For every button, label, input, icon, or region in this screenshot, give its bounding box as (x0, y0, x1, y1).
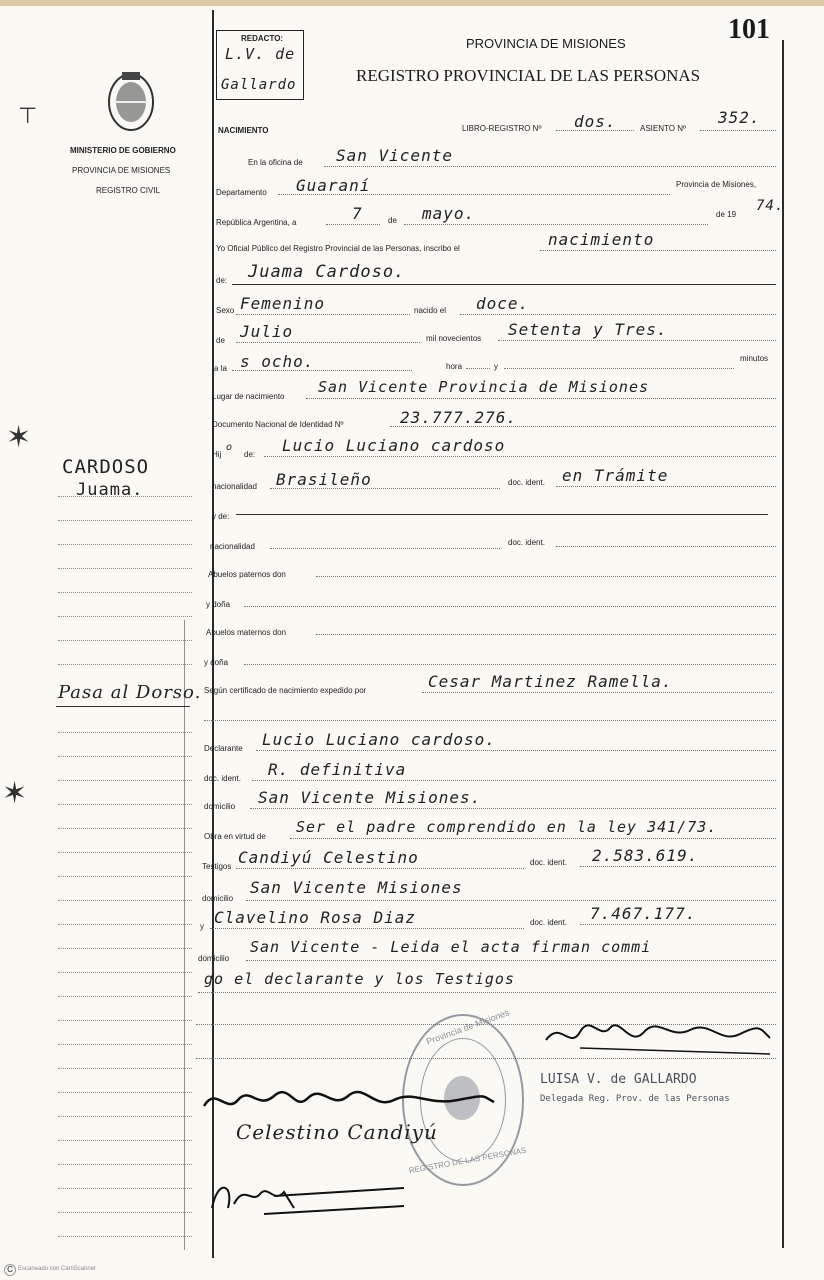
de-label: de (388, 216, 397, 225)
sidebar-surname: CARDOSO (62, 456, 150, 478)
redacto-label: REDACTO: (241, 34, 284, 43)
libro-line (556, 130, 634, 131)
sidebar-given-name: Juama. (76, 480, 144, 500)
doc-testigo2-line (580, 924, 776, 925)
sidebar-note: Pasa al Dorso. (58, 682, 202, 703)
doc-ident-label: doc. ident. (508, 478, 545, 487)
sidebar-line (58, 544, 192, 545)
continuation-line (198, 992, 776, 993)
hijo-o-value: o (226, 442, 234, 453)
y-dona2-label: y doña (204, 658, 229, 667)
sexo-line (236, 314, 410, 315)
sidebar-line (58, 852, 192, 853)
sidebar-line (58, 780, 192, 781)
nacido-label: nacido el (414, 306, 447, 315)
departamento-label: Departamento (216, 188, 267, 197)
dia-line (326, 224, 380, 225)
doc-padre-value: en Trámite (562, 466, 669, 485)
hora-line1 (232, 370, 412, 371)
sidebar-line (58, 732, 192, 733)
obra-label: Obra en virtud de (204, 832, 266, 841)
sidebar-line (58, 640, 192, 641)
nacionalidad-line (270, 488, 500, 489)
domicilio-line (250, 808, 776, 809)
oficina-line (324, 166, 776, 167)
page-edge (0, 0, 824, 6)
y-label: y (494, 362, 498, 371)
obra-line (290, 838, 776, 839)
libro-value: dos. (574, 112, 617, 131)
dni-line (390, 426, 776, 427)
province-label: PROVINCIA DE MISIONES (72, 166, 171, 175)
sidebar-line (58, 1236, 192, 1237)
doc-testigo1-line (580, 866, 776, 867)
segun-label: Según certificado de nacimiento expedido por (204, 686, 367, 695)
segun-line2 (204, 720, 776, 721)
hora-value: s ocho. (240, 352, 315, 371)
sidebar-line (58, 664, 192, 665)
nacionalidad-label: nacionalidad (212, 482, 257, 491)
de2-label: de: (216, 276, 228, 285)
mes-value: mayo. (422, 204, 476, 223)
sidebar-line (58, 520, 192, 521)
redacto-line1: L.V. de (225, 45, 296, 63)
nacido-anio-line (498, 340, 776, 341)
testigo1-line (236, 868, 524, 869)
domicilio-label: domicilio (204, 802, 236, 811)
declarante-label: Declarante (204, 744, 243, 753)
province-title: PROVINCIA DE MISIONES (466, 36, 626, 51)
asiento-value: 352. (718, 108, 761, 127)
asiento-label: ASIENTO Nº (640, 124, 686, 133)
y-dona2-line (244, 664, 776, 665)
dni-label: Documento Nacional de Identidad Nº (212, 420, 344, 429)
inscribe-line (540, 250, 776, 251)
page-number: 101 (728, 14, 770, 45)
sidebar-line (58, 616, 192, 617)
anio-value: 74. (756, 198, 785, 214)
redacto-box (216, 30, 304, 100)
sidebar-line (58, 876, 192, 877)
witness-signature: Celestino Candiyú (236, 1120, 438, 1144)
nacido-anio-value: Setenta y Tres. (508, 320, 668, 339)
sidebar-line (58, 1140, 192, 1141)
inscribe-value: nacimiento (548, 230, 655, 249)
witness2-signature (204, 1174, 414, 1220)
abuelos-mat-label: Abuelos maternos don (206, 628, 287, 637)
sidebar-line (58, 1068, 192, 1069)
nacionalidad-padre-value: Brasileño (276, 470, 372, 489)
scanner-label: Escaneado con CamScanner (18, 1266, 97, 1272)
testigos-label: Testigos (202, 862, 232, 871)
mes-line (404, 224, 708, 225)
mil-label: mil novecientos (426, 334, 482, 343)
declarant-signature (198, 1080, 498, 1120)
sidebar-line (58, 1212, 192, 1213)
oficina-label: En la oficina de (248, 158, 303, 167)
obra-value: Ser el padre comprendido en la ley 341/73. (296, 818, 718, 836)
testigo1-value: Candiyú Celestino (238, 848, 419, 867)
right-border (782, 40, 784, 1248)
coat-of-arms-icon (104, 68, 158, 134)
departamento-value: Guaraní (296, 176, 371, 195)
sidebar-line (58, 592, 192, 593)
abuelos-pat-label: Abuelos paternos don (208, 570, 286, 579)
sidebar-border (184, 620, 185, 1250)
declarante-line (256, 750, 776, 751)
hora-line2 (466, 368, 490, 369)
redacto-line2: Gallardo (221, 77, 297, 93)
doc-ident5-label: doc. ident. (530, 918, 567, 927)
scanner-icon: C (4, 1264, 16, 1276)
civil-label: REGISTRO CIVIL (96, 186, 161, 195)
doc-ident4-label: doc. ident. (530, 858, 567, 867)
provincia-label: Provincia de Misiones, (676, 180, 757, 189)
oficina-value: San Vicente (336, 146, 453, 165)
sidebar-line (58, 1164, 192, 1165)
sidebar-line (58, 804, 192, 805)
yo-oficial-label: Yo Oficial Público del Registro Provincial de las Personas, inscribo el (216, 244, 460, 253)
sidebar-line (58, 1116, 192, 1117)
officer-stamp-name: LUISA V. de GALLARDO (540, 1072, 697, 1087)
seal-text-bottom: REGISTRO DE LAS PERSONAS (408, 1145, 528, 1176)
abuelos-pat-line (316, 576, 776, 577)
y2-label: y (200, 922, 204, 931)
doc-ident2-line (556, 546, 776, 547)
sidebar-line (58, 496, 192, 497)
registry-title: REGISTRO PROVINCIAL DE LAS PERSONAS (356, 66, 701, 85)
lugar-value: San Vicente Provincia de Misiones (318, 378, 650, 396)
sidebar-line (58, 756, 192, 757)
sidebar-line (58, 828, 192, 829)
sidebar-line (58, 972, 192, 973)
de4-label: de: (244, 450, 256, 459)
officer-signature (540, 1010, 776, 1060)
sidebar-line (58, 900, 192, 901)
domicilio3-label: domicilio (198, 954, 230, 963)
domicilio2-label: domicilio (202, 894, 234, 903)
doc-testigo1-value: 2.583.619. (592, 846, 699, 865)
sidebar-line (58, 1020, 192, 1021)
republica-label: República Argentina, a (216, 218, 297, 227)
sidebar-note-line (56, 706, 190, 707)
doc-ident2-label: doc. ident. (508, 538, 545, 547)
continuation-value: go el declarante y los Testigos (204, 970, 515, 988)
seal-text-top: Provincia de Misiones (424, 1007, 511, 1047)
libro-label: LIBRO-REGISTRO Nº (462, 124, 542, 133)
y-de-label: y de: (212, 512, 230, 521)
doc-testigo2-value: 7.467.177. (590, 904, 697, 923)
nacido-mes-value: Julio (240, 322, 294, 341)
doc-declarante-line (252, 780, 776, 781)
domicilio-testigo1-value: San Vicente Misiones (250, 878, 463, 897)
nombre-value: Juama Cardoso. (248, 262, 406, 282)
officer-stamp-title: Delegada Reg. Prov. de las Personas (540, 1094, 730, 1104)
domicilio-testigo2-value: San Vicente - Leida el acta firman commi (250, 938, 652, 956)
sidebar-line (58, 1044, 192, 1045)
hora-label: hora (446, 362, 463, 371)
y-dona-label: y doña (206, 600, 231, 609)
a-las-label: a la (214, 364, 227, 373)
testigo2-value: Clavelino Rosa Diaz (214, 908, 417, 927)
sidebar-line (58, 1188, 192, 1189)
asiento-line (700, 130, 776, 131)
minutos-label: minutos (740, 354, 769, 363)
abuelos-mat-line (316, 634, 776, 635)
padre-value: Lucio Luciano cardoso (282, 436, 506, 455)
certificado-value: Cesar Martinez Ramella. (428, 672, 673, 691)
doc-padre-line (556, 486, 776, 487)
lugar-label: Lugar de nacimiento (212, 392, 285, 401)
ministry-label: MINISTERIO DE GOBIERNO (70, 146, 176, 155)
certificado-line (422, 692, 772, 693)
y-de-line (236, 514, 768, 515)
sexo-label: Sexo (216, 306, 235, 315)
nacimiento-label: NACIMIENTO (218, 126, 269, 135)
testigo2-line (210, 928, 524, 929)
lugar-line (306, 398, 776, 399)
sidebar-line (58, 568, 192, 569)
nacido-line (460, 314, 776, 315)
nacionalidad2-line (270, 548, 500, 549)
nombre-line (232, 284, 776, 285)
domicilio3-line (246, 960, 776, 961)
dni-value: 23.777.276. (400, 408, 517, 427)
de3-label: de (216, 336, 225, 345)
sidebar-line (58, 996, 192, 997)
nacido-mes-line (236, 342, 420, 343)
staple-mark-icon: ✶ (6, 420, 32, 455)
doc-ident3-label: doc. ident. (204, 774, 241, 783)
sidebar-line (58, 948, 192, 949)
minutos-line (504, 368, 734, 369)
padre-line (264, 456, 776, 457)
domicilio2-line (246, 900, 776, 901)
y-dona-line (244, 606, 776, 607)
staple-mark-icon: ⊤ (18, 104, 38, 129)
sidebar-line (58, 924, 192, 925)
hijo-label: Hij (212, 450, 222, 459)
sexo-value: Femenino (240, 294, 326, 313)
nacionalidad2-label: nacionalidad (210, 542, 255, 551)
staple-mark-icon: ✶ (2, 776, 28, 811)
domicilio-declarante-value: San Vicente Misiones. (258, 788, 482, 807)
nacido-dia-value: doce. (476, 294, 530, 313)
sidebar-line (58, 1092, 192, 1093)
de19-label: de 19 (716, 210, 737, 219)
declarante-value: Lucio Luciano cardoso. (262, 730, 496, 749)
departamento-line (278, 194, 670, 195)
doc-declarante-value: R. definitiva (268, 760, 407, 779)
dia-value: 7 (352, 204, 363, 223)
